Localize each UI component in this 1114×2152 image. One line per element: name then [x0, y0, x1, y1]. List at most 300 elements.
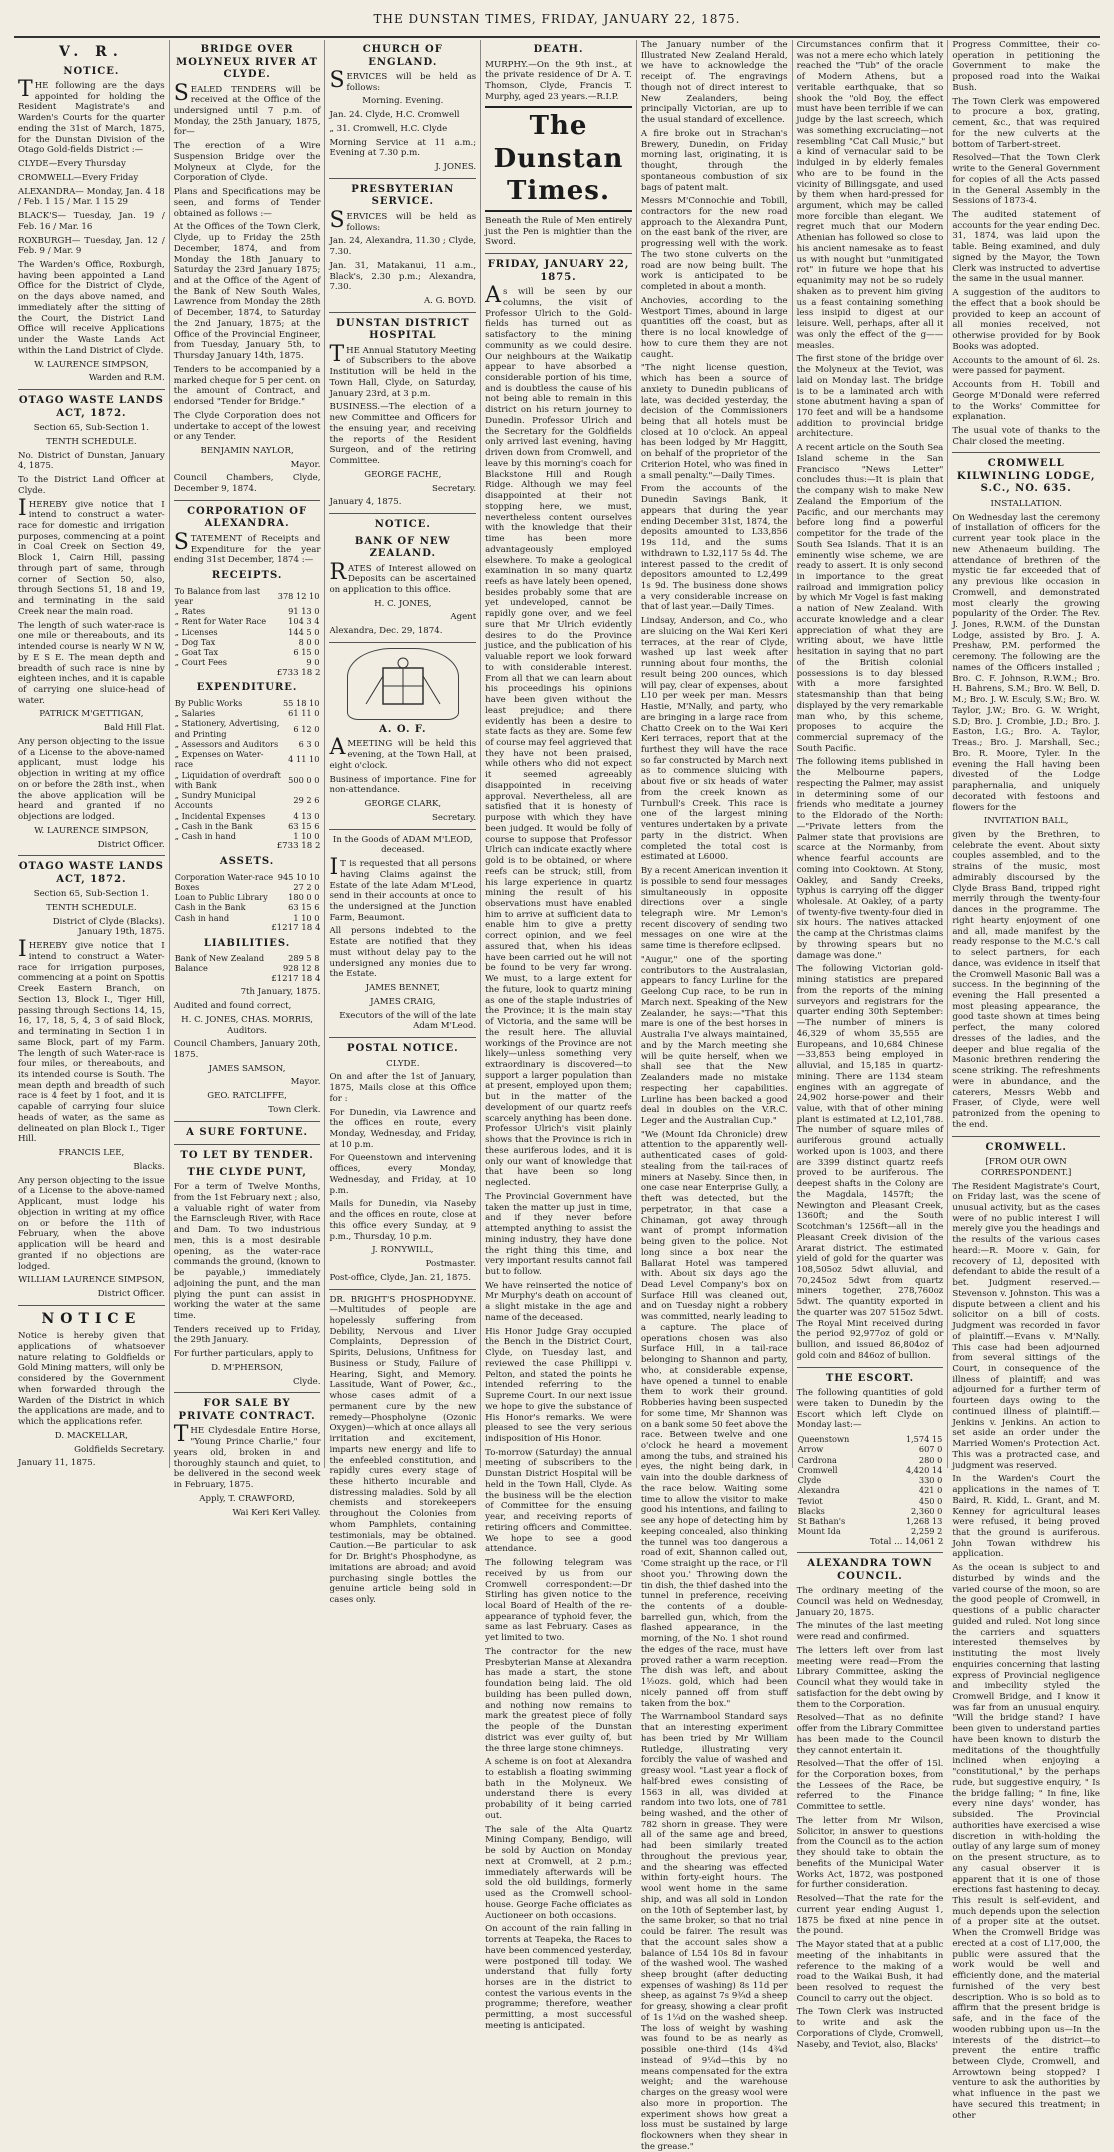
- receipt-row: [174, 647, 321, 657]
- divider: [174, 1121, 321, 1122]
- objection-text: Any person objecting to the issue of a License to the above-named applicant, must lodge his objection in writing at my office on or before the 28th inst., when the above application will be heard and granted if no objections are lodged.: [18, 736, 165, 823]
- columns: [14, 40, 1104, 2152]
- mcleod-text: IT is requested that all persons having Claims against the Estate of the late Adam M'Leod, send in their accounts at once to the undersigned at the Junction Farm, Beaumont.: [329, 855, 477, 923]
- council-text: The letters left over from last meeting were read—From the Library Committee, asking the Council what they would take in satisfaction for the debt owing by them to the Corporation.: [796, 1645, 944, 1710]
- divider: [174, 1144, 321, 1145]
- liability-row: [174, 953, 321, 963]
- table-cell-amount: 4,420 14: [905, 1464, 943, 1475]
- masthead: THE DUNSTAN TIMES, FRIDAY, JANUARY 22, 1875.: [373, 12, 741, 26]
- news-item: The usual vote of thanks to the Chair closed the meeting.: [952, 425, 1101, 447]
- signature-title: Warden and R.M.: [88, 373, 165, 384]
- signature: Apply, T. CRAWFORD,: [199, 1493, 295, 1504]
- table-cell-amount: 1,268 13: [905, 1516, 943, 1527]
- postal-text: Mails for Dunedin, via Naseby and the offices en route, close at this office every Sunday, at 9 p.m., Thursday, 10 p.m.: [329, 1199, 477, 1242]
- divider: [329, 513, 476, 514]
- postal-text: For Dunedin, via Lawrence and the offices en route, every Monday, Wednesday, and Friday, at 10 p.m.: [329, 1107, 477, 1150]
- expenditure-total: £733 18 2: [276, 841, 321, 852]
- assets-table: [174, 872, 321, 923]
- escort-row: [797, 1516, 944, 1526]
- table-cell-label: „ Salaries: [174, 708, 216, 719]
- pres-title: PRESBYTERIAN SERVICE.: [351, 183, 455, 208]
- table-cell-label: Clyde: [797, 1475, 822, 1486]
- bank-date: Alexandra, Dec. 29, 1874.: [329, 626, 443, 637]
- divider: [485, 253, 632, 254]
- news-item: A scheme is on foot at Alexandra to establish a floating swimming bath in the Molyneux. We understand there is every probability of it being carried out.: [485, 1757, 632, 1821]
- signature: JAMES BENNET,: [365, 983, 441, 994]
- council-title: ALEXANDRA TOWN COUNCIL.: [807, 1558, 933, 1582]
- column-1: [14, 40, 170, 1468]
- signature: W. LAURENCE SIMPSON,: [34, 359, 149, 370]
- notice-title: NOTICE.: [374, 519, 431, 531]
- signature: GEORGE FACHE,: [364, 469, 442, 480]
- cromwell-text: As the ocean is subject to and disturbed by winds and the varied course of the moon, so are the good people of Cromwell, in questions of a public character guided and ruled. Not long since the carriers and squatters interested themselves by instituting the most lively enquiries concerning that lasting express of Provincial negligence and imbecility styled the Cromwell Bridge, and I know it was far from an unusual enquiry. "Will the bridge stand? I have been given to understand parties have been known to disturb the meditations of the thoughtfully inclined when enjoying a "constitutional," by the perhaps rude, but suggestive enquiry, " Is the bridge falling; " In fine, like every nine days' wonder, has subsided. The Provincial authorities have exercised a wise discretion in with-holding the outlay of any large sum of money on the present structure, as to any casual observer it is apparent that it is one of those erections fast hastening to decay. This result is self-evident, and much depends upon the selection of a proper site at the outset. When the Cromwell Bridge was erected at a cost of L17,000, the public were assured that the work would be well and efficiently done, and the material furnished of the very best description. Who is so bold as to affirm that the present bridge is safe, and in the face of the wooden rubbing upon us—In the interests of the district—to prevent the entire traffic between Clyde, Cromwell, and Arrowtown being stopped? I venture to ask the authorities by what influence in the past we have secured this treatment; in other: [952, 1563, 1101, 2121]
- column-3: [325, 40, 481, 1606]
- table-cell-amount: 6 3 0: [298, 738, 320, 749]
- news-item: The audited statement of accounts for the year ending Dec. 31, 1874, was laid upon the table. Being examined, and duly signed by the Mayor, the Town Clerk was instructed to advertise the same in the usual manner.: [952, 210, 1101, 285]
- table-cell-amount: 1,574 15: [905, 1434, 943, 1445]
- expenditure-row: [174, 698, 321, 708]
- table-cell-label: Arrow: [797, 1444, 824, 1455]
- expenditure-title: EXPENDITURE.: [196, 682, 298, 694]
- aof-text: Business of importance. Fine for non-attendance.: [329, 774, 477, 796]
- council-text: The ordinary meeting of the Council was held on Wednesday, January 20, 1875.: [796, 1586, 944, 1618]
- objection-text-2: Any person objecting to the issue of a License to the above-named Applicant, must lodge his objection in writing at my office on or before the 11th of February, when the above application will be heard and granted if no objections are lodged.: [18, 1175, 165, 1272]
- signature-title: Mayor.: [290, 459, 321, 470]
- divider: [329, 642, 476, 643]
- table-cell-label: Boxes: [174, 881, 200, 892]
- table-cell-label: „ Liquidation of overdraft with Bank: [174, 769, 281, 790]
- escort-text: The following quantities of gold were taken to Dunedin by the Escort which left Clyde on Monday last:—: [796, 1388, 944, 1431]
- news-item: A recent article on the South Sea Island scheme in the San Francisco "News Letter" concludes thus:—It is plain that the company wish to make New Zealand the Emporium of the Pacific, and our merchants may before long find a powerful competitor for the trade of the South Sea Islands. That it is an eminently wise scheme, we are ready to assert. It is only second in importance to the great railroad and immigration policy by which Mr Vogel is fast making a nation of New Zealand. With accurate knowledge and a clear appreciation of what they are writing about, we have little hesitation in saying that no part of the British colonial possessions is to day blessed with a more farsighted statesmanship than that being displayed by the very remarkable man who, by this scheme, proposes to acquire the commercial supremacy of the South Pacific.: [796, 443, 944, 754]
- bridge-text: The Clyde Corporation does not undertake to accept of the lowest or any Tender.: [173, 410, 321, 443]
- news-item: The following Victorian gold-mining statistics are prepared from the reports of the mining surveyors and registrars for the quarter ending 30th September:—The number of miners is 46,329 of whom 35,555 are Europeans, and 10,684 Chinese—33,853 being employed in alluvial, and 15,185 in quartz-mining. There are 1134 steam engines with an aggregate of 24,902 horse-power and their value, with that of other mining plant is estimated at L2,101,788. The number of square miles of auriferous ground actually worked upon is 1003, and there are 3399 distinct quartz reefs proved to be auriferous. The deepest shafts in the Colony are the Magdala, 1457ft; the Newington and Pleasant Creek, 1360ft; and the South Scotchman's 1256ft—all in the Pleasant Creek division of the Ararat district. The estimated yield of gold for the quarter was 108,505oz 5dwt alluvial, and 70,245oz 5dwt from quartz miners together, 278,760oz 5dwt. The quantity exported in the quarter was 207 515oz 5dwt. The Royal Mint received during the period 92,977oz of gold or bullion, and issued 86,804oz of gold coin and 846oz of bullion.: [796, 964, 944, 1361]
- sale-title: FOR SALE BY PRIVATE CONTRACT.: [178, 1398, 316, 1422]
- table-cell-amount: 55 18 10: [282, 697, 320, 708]
- lodge-text: given by the Brethren, to celebrate the event. About sixty couples assembled, and to the strains of the music, most admirably discoursed by the Clyde Brass Band, tripped right merrily through the twenty-four dances in the programme. The right hearty enjoyment of one and all, made manifest by the ready response to the M.C.'s call to select partners, for each dance, was evidence in itself that the Cromwell Masonic Ball was a success. In the beginning of the evening the Hall presented a most pleasing appearance, the good taste shown at times being perfect, the many colored dresses of the ladies, and the deeper and blue regalia of the Masonic brethren rendering the scene striking. The refreshments were in abundance, and the caterers, Messrs Webb and Fraser, of Clyde, were well patronized from the opening to the end.: [952, 829, 1101, 1130]
- table-cell-amount: 27 2 0: [293, 881, 320, 892]
- pres-text: Jan. 31, Matakanui, 11 a.m., Black's, 2.30 p.m.; Alexandra, 7.30.: [329, 260, 477, 293]
- signature-place: Bald Hill Flat.: [103, 723, 165, 734]
- asset-row: [174, 902, 321, 912]
- table-cell-label: Corporation Water-race: [174, 871, 274, 882]
- escort-row: [797, 1455, 944, 1465]
- news-item: Accounts to the amount of 6l. 2s. were passed for payment.: [952, 355, 1101, 377]
- escort-row: [797, 1475, 944, 1485]
- council-text: The Mayor stated that at a public meeting of the inhabitants in reference to the making of a road to the Waikai Bush, it had been resolved to request the Council to carry out the object.: [796, 1940, 944, 2004]
- news-item: A suggestion of the auditors to the effect that a book should be provided to keep an account of all monies received, not otherwise provided for by Book Books was adopted.: [952, 288, 1101, 352]
- audited: Audited and found correct,: [173, 1001, 292, 1012]
- council-text: The Town Clerk was instructed to write and ask the Corporations of Clyde, Cromwell, Naseby, and Teviot, also, Blacks': [796, 2007, 944, 2050]
- signature-title: District Officer.: [97, 839, 165, 850]
- news-item: Progress Committee, their co-operation in petitioning the Government to make the proposed road into the Waikai Bush.: [952, 40, 1101, 93]
- signature-title: Mayor.: [290, 1077, 321, 1088]
- table-cell-amount: 289 5 8: [288, 953, 320, 964]
- table-cell-label: „ Rates: [174, 606, 206, 617]
- table-cell-label: „ Goat Tax: [174, 647, 219, 658]
- divider: [18, 1305, 165, 1306]
- table-cell-amount: 9 0: [306, 657, 320, 668]
- fortune-title: A SURE FORTUNE.: [186, 1126, 309, 1138]
- table-cell-amount: 6 15 0: [293, 647, 320, 658]
- asset-row: [174, 872, 321, 882]
- postal-sub: CLYDE.: [386, 1058, 420, 1069]
- chambers: Council Chambers, January 20th, 1875.: [173, 1039, 321, 1060]
- news-item: The first stone of the bridge over the Molyneux at the Teviot, was laid on Monday last. The bridge is to be a laminated arch with stone abutment having a span of 170 feet and will be a handsome addition to provincial bridge architecture.: [796, 354, 944, 440]
- signature: BENJAMIN NAYLOR,: [200, 446, 294, 456]
- escort-row: [797, 1444, 944, 1454]
- table-cell-amount: 1 10 0: [293, 912, 320, 923]
- church-text: Morning Service at 11 a.m.; Evening at 7.30 p.m.: [329, 137, 477, 159]
- assets-title: ASSETS.: [219, 856, 275, 868]
- divider: [18, 389, 165, 390]
- postal-text: For Queenstown and intervening offices, every Monday, Wednesday, and Friday, at 10 p.m.: [329, 1153, 477, 1196]
- expenditure-table: [174, 698, 321, 842]
- hosp-text: THE Annual Statutory Meeting of Subscribers to the above Institution will be held in the Town Hall, Clyde, on Saturday, January 23rd, at 3 p.m.: [329, 341, 477, 399]
- signature: JAMES CRAIG,: [370, 996, 436, 1007]
- table-cell-label: Blacks: [797, 1505, 825, 1516]
- table-cell-amount: 280 0: [918, 1454, 943, 1465]
- notice-text: THE following are the days appointed for holding the Resident Magistrate's and Warden's Courts for the quarter ending the 31st of March, 1875, for the Dunstan Division of the Otago Gold-fields District :—: [18, 77, 165, 156]
- cromwell-title: CROMWELL.: [985, 1141, 1067, 1153]
- signature: GEO. RATCLIFFE,: [207, 1091, 287, 1102]
- column-5: [637, 40, 793, 2152]
- schedule-2: TENTH SCHEDULE.: [46, 903, 137, 913]
- divider: [18, 855, 165, 856]
- table-cell-amount: 144 5 0: [288, 626, 320, 637]
- punt-text-2: Tenders received up to Friday, the 29th January.: [173, 1324, 321, 1346]
- news-item: To-morrow (Saturday) the annual meeting of subscribers to the Dunstan District Hospital will be held in the Town Hall, Clyde. As the business will be the election of Committee for the ensuing year, and receiving reports of retiring officers and Committee. We hope to see a good attendance.: [485, 1447, 632, 1555]
- church-title: CHURCH OF ENGLAND.: [362, 44, 443, 68]
- escort-row: [797, 1506, 944, 1516]
- table-cell-label: „ Cash in the Bank: [174, 820, 253, 831]
- table-cell-label: „ Court Fees: [174, 657, 227, 668]
- notice-body: IHEREBY give notice that I intend to construct a water-race for domestic and irrigation purposes, commencing at a point in Coal Creek on Section 49, Block 1, Cairn Hill, passing through part of same, through corner of Section 50, also, through Sections 51, 18 and 19, and terminating in the said Creek near the main road.: [18, 495, 165, 617]
- table-cell-label: To Balance from last year: [174, 585, 261, 606]
- table-cell-amount: 330 0: [918, 1475, 943, 1486]
- expenditure-row: [174, 790, 321, 811]
- signature: H. C. JONES,: [374, 598, 432, 609]
- expenditure-row: [174, 821, 321, 831]
- table-cell-amount: 378 12 10: [277, 590, 320, 601]
- table-cell-amount: 104 3 4: [288, 616, 320, 627]
- column-7: [948, 40, 1104, 2121]
- cromwell-sub: [FROM OUR OWN CORRESPONDENT.]: [981, 1157, 1072, 1178]
- church-text: Morning. Evening.: [362, 96, 444, 107]
- bank-title: BANK OF NEW ZEALAND.: [354, 535, 451, 560]
- divider: [952, 1136, 1100, 1137]
- signature: W. LAURENCE SIMPSON,: [34, 825, 149, 836]
- receipt-row: [174, 606, 321, 616]
- table-cell-label: Cromwell: [797, 1464, 838, 1475]
- news-item: The following items published in the Melbourne papers, respecting the Palmer, may assist in determining some of our friends who meditate a journey to the Eldorado of the North:—"Private letters from the Palmer state that provisions are scarce at the Normanby, from whence fearful accounts are coming into Cooktown. At Stony, Oakley, and Sandy Creeks, typhus is carrying off the digger wholesale. At Oakley, of a party of twenty-five twenty-four died in six hours. The natives attacked the camp at the Christmas claims by throwing spears but no damage was done.": [796, 757, 944, 961]
- hosp-title: DUNSTAN DISTRICT HOSPITAL: [336, 317, 470, 342]
- lodge-title: CROMWELL KILWINLING LODGE, S.C., NO. 635.: [956, 458, 1096, 495]
- escort-row: [797, 1496, 944, 1506]
- table-cell-label: „ Assessors and Auditors: [174, 738, 279, 749]
- signature: D. M'PHERSON,: [211, 1362, 284, 1373]
- notice-2-title: NOTICE: [41, 1310, 142, 1327]
- divider: [329, 312, 476, 313]
- bank-text: RATES of Interest allowed on Deposits can be ascertained on application to this office.: [329, 559, 477, 595]
- table-cell-amount: 63 15 6: [288, 902, 320, 913]
- bridge-text: The erection of a Wire Suspension Bridge over the Molyneux at Clyde, for the Corporation of Clyde.: [173, 141, 321, 184]
- notice-date: January 11, 1875.: [18, 1458, 96, 1469]
- signature-title: Goldfields Secretary.: [74, 1444, 165, 1455]
- table-cell-label: „ Sundry Municipal Accounts: [174, 790, 256, 811]
- aof-text: AMEETING will be held this evening, at the Town Hall, at eight o'clock.: [329, 735, 477, 771]
- death-title: DEATH.: [533, 44, 584, 55]
- table-cell-label: Cash in hand: [174, 912, 230, 923]
- pres-text: Jan. 24, Alexandra, 11.30 ; Clyde, 7.30.: [329, 236, 477, 258]
- clyde-day: CLYDE—Every Thursday: [18, 159, 126, 170]
- expenditure-row: [174, 749, 321, 770]
- news-item: "The night license question, which has been a source of anxiety to Dunedin publicans of late, was decided yesterday, the decision of the Commissioners being that all hotels must be closed at 10 o'clock. An appeal has been lodged by Mr Haggitt, on behalf of the proprietor of the Criterion Hotel, who was fined in a small penalty."—Daily Times.: [640, 363, 788, 481]
- escort-row: [797, 1434, 944, 1444]
- escort-row: [797, 1485, 944, 1495]
- blacks-days: BLACK'S— Tuesday, Jan. 19 / Feb. 16 / Mar. 16: [18, 211, 165, 232]
- signature: D. MACKELLAR,: [54, 1430, 128, 1441]
- signature: PATRICK M'GETTIGAN,: [39, 709, 144, 720]
- expenditure-row: [174, 831, 321, 841]
- column-4: [481, 40, 637, 2031]
- hosp-text: BUSINESS.—The election of a new Committee and Officers for the ensuing year, and receiving the reports of the Resident Surgeon, and of the retiring Committee.: [329, 402, 477, 467]
- act-title-2: OTAGO WASTE LANDS ACT, 1872.: [18, 861, 164, 885]
- assets-total: £1217 18 4: [271, 922, 321, 933]
- signature: GEORGE CLARK,: [364, 799, 442, 810]
- signature-place: Clyde.: [292, 1376, 321, 1387]
- church-text: SERVICES will be held as follows:: [329, 68, 477, 93]
- escort-row: [797, 1465, 944, 1475]
- notice-2-text: Notice is hereby given that applications of whatsoever nature relating to Goldfields or Gold Mining matters, will only be considered by the Government when forwarded through the Warden of the District in which the applications are made, and to which the applications refer.: [18, 1331, 165, 1428]
- divider: [174, 1392, 321, 1393]
- section: Section 65, Sub-Section 1.: [33, 423, 149, 434]
- lodge-text: On Wednesday last the ceremony of installation of officers for the current year took place in the new Athenaeum building. The attendance of brethren of the mystic tie far exceeded that of any previous like occasion in Cromwell, and demonstrated most clearly the growing popularity of the Order. The Rev. J. Jones, R.W.M. of the Dunstan Lodge, assisted by Bro. J. A. Preshaw, P.M. performed the ceremony. The following are the names of the Officers installed ; Bro. C. F. Johnson, R.W.M.; Bro. H. Bahrens, S.M.; Bro. W. Bell, D. M.; Bro. J. W. Esculy, S.W.; Bro. W. Taylor, J.W.; Bro. G. W. Wright, S.D; Bro. J. Crombie, J.D.; Bro. J. Easton, I.G.; Bro. A. Taylor, Treas.; Bro. J. Marshall, Sec.; Bro. R. Moore, Tyler. In the evening the Hall having been divested of the Lodge paraphernalia, and uniquely decorated with festoons and flowers for the: [952, 512, 1101, 813]
- signature: FRANCIS LEE,: [58, 1148, 125, 1159]
- signature-title: Agent: [450, 612, 477, 623]
- editorial-text: The Provincial Government have taken the matter up just in time, and if they never before attempted anything to assist the mining industry, they have done the right thing this time, and very important results cannot fail but to follow.: [485, 1191, 632, 1277]
- receipt-row: [174, 657, 321, 667]
- postal-text: On and after the 1st of January, 1875, Mails close at this Office for :: [329, 1072, 477, 1104]
- table-cell-label: „ Expenses on Water-race: [174, 749, 264, 770]
- table-cell-amount: 63 15 6: [288, 820, 320, 831]
- auditors: H. C. JONES, CHAS. MORRIS, Auditors.: [181, 1014, 313, 1036]
- news-item: His Honor Judge Gray occupied the Bench in the District Court, Clyde, on Tuesday last, and reviewed the case Phillippi v. Pelton, and stated the points he intended referring to the Supreme Court. In our next issue we hope to give the substance of His Honor's remarks. We were pleased to see the very serious indisposition of His Honor.: [485, 1326, 632, 1444]
- table-cell-label: „ Cash in hand: [174, 831, 236, 842]
- crest-icon: [358, 656, 448, 712]
- table-cell-label: „ Licenses: [174, 626, 218, 637]
- receipts-total: £733 18 2: [276, 667, 321, 678]
- table-cell-amount: 500 0 0: [288, 774, 320, 785]
- column-2: [170, 40, 326, 1518]
- invitation-ball: INVITATION BALL,: [983, 816, 1069, 827]
- phosphodyne-ad: DR. BRIGHT'S PHOSPHODYNE.—Multitudes of people are hopelessly suffering from Debility, Nervous and Liver Complaints, Depression of Spirits, Delusions, Unfitness for Business or Study, Failure of Hearing, Sight, and Memory. Lassitude, Want of Power, &c., whose cases admit of a permanent cure by the new remedy—Phospholyne (Ozonic Oxygen)—which at once allays all irritation and excitement, imparts new energy and life to the enfeebled constitution, and rapidly cures every stage of these hitherto incurable and distressing maladies. Sold by all chemists and storekeepers throughout the Colonies from whom Pamphlets, containing testimonials, may be obtained. Caution.—Be particular to ask for Dr. Bright's Phosphodyne, as imitations are abroad; and avoid purchasing single bottles the genuine article being sold in cases only.: [329, 1294, 477, 1606]
- liab-date: 7th January, 1875.: [240, 987, 321, 998]
- postal-title: POSTAL NOTICE.: [346, 1043, 459, 1055]
- cromwell-day: CROMWELL—Every Friday: [18, 172, 139, 183]
- council-text: Resolved—That the rate for the current year ending August 1, 1875 be fixed at nine pence in the pound.: [796, 1894, 944, 1937]
- table-cell-amount: 450 0: [918, 1495, 943, 1506]
- news-item: "We (Mount Ida Chronicle) drew attention to the apparently well-authenticated cases of gold-stealing from the tail-races of miners at Naseby. Since then, in one case near Enterprise Gully, a theft was detected, but the perpetrator, in that case a Chinaman, got away through want of prompt information being given to the police. Not long since a box near the Ballarat Hotel was tampered with. About six days ago the Dead Level Company's box on Surface Hill was cleaned out, and on Tuesday night a robbery was committed, nearly leading to a capture. The place of operations chosen was also Surface Hill, in a tail-race belonging to Shannon and party, who, at considerable expense, have opened a tunnel to enable them to work their ground. Robberies having been suspected for some time, Mr Shannon was on a bank some 50 feet above the race. Between twelve and one o'clock he heard a movement among the tubs, and strained his eyes, the night being dark, in vain into the double darkness of the race below. Waiting some time to allow the visitor to make good his intentions, and failing to see any hope of detecting him by keeping concealed, also thinking the tunnel was too dangerous a road of exit, Shannon called out, 'Come straight up the race, or I'll shoot you.' Throwing down the tin dish, the thief dashed into the tunnel in preference, receiving the contents of a double-barrelled gun, which, from the flashed appearance, in the morning, of the No. 1 shot round the edges of the race, must have proved rather a warm reception. The dish was left, and about 1½ozs. gold, which had been nicely panned off from stuff taken from the box.": [640, 1129, 788, 1709]
- expenditure-row: [174, 708, 321, 718]
- divider: [329, 829, 476, 830]
- notice-body-3: IHEREBY give notice that I intend to construct a Water-race for irrigation purposes, commencing at a point on Spottis Creek Eastern Branch, on Section 13, Block I., Tiger Hill, passing through Sections 14, 15, 16, 17, 18, 5, 4, 3 of said Block, and terminating in Section 1 in same Block, part of my Farm. The length of such Water-race is four miles, or thereabouts, and its intended course is South. The mean depth and breadth of such race is 4 feet by 1 foot, and it is capable of carrying four sluice heads of water, as the same as delineated on plan Block I., Tiger Hill.: [18, 937, 165, 1145]
- corp-title: CORPORATION OF ALEXANDRA.: [187, 505, 308, 530]
- news-item: The sale of the Alta Quartz Mining Company, Bendigo, will be sold by Auction on Monday next at Cromwell, at 2 p.m.; immediately afterwards will be sold the old buildings, formerly used as the Cromwell school-house. George Fache officiates as Auctioneer on both occasions.: [485, 1824, 632, 1921]
- table-cell-label: Cash in the Bank: [174, 902, 246, 913]
- receipt-row: [174, 627, 321, 637]
- expenditure-row: [174, 718, 321, 739]
- act-title: OTAGO WASTE LANDS ACT, 1872.: [18, 395, 164, 419]
- table-cell-amount: 61 11 0: [288, 708, 320, 719]
- aof-label: A. O. F.: [379, 723, 427, 735]
- table-cell-amount: 180 0 0: [288, 892, 320, 903]
- table-cell-label: St Bathan's: [797, 1516, 846, 1527]
- news-item: Messrs M'Connochie and Tobill, contractors for the new road approach to the Alexandra Punt, on the east bank of the river, are progressing well with the work. The two stone culverts on the road are now being built. The work is anticipated to be completed in about a month.: [640, 196, 788, 293]
- table-cell-amount: 928 12 8: [282, 963, 320, 974]
- news-item: Accounts from H. Tobill and George M'Donald were referred to the Works' Committee for explanation.: [952, 380, 1101, 423]
- news-item: By a recent American invention it is possible to send four messages simultaneously in opposite directions over a single telegraph wire. Mr Lemon's recent discovery of sending two messages on one wire at the same time is therefore eclipsed.: [640, 866, 788, 952]
- alexandra-days: ALEXANDRA— Monday, Jan. 4 18 / Feb. 1 15 / Mar. 1 15 29: [18, 186, 165, 208]
- mcleod-text: All persons indebted to the Estate are notified that they must without delay pay to the undersigned any monies due to the Estate.: [329, 926, 477, 980]
- notice-body-2: The length of such water-race is one mile or thereabouts, and its intended course is nearly W N W, by E S E. The mean depth and breadth of such race is nine by eighteen inches, and it is capable of carrying one sluice-head of water.: [18, 620, 165, 706]
- table-cell-label: Alexandra: [797, 1485, 840, 1496]
- divider: [329, 178, 476, 179]
- table-cell-label: Balance: [174, 963, 208, 974]
- table-cell-label: Mount Ida: [797, 1526, 841, 1537]
- divider: [329, 1289, 476, 1290]
- mcleod-title: In the Goods of ADAM M'LEOD, deceased.: [332, 834, 473, 856]
- liabilities-total: £1217 18 4: [271, 973, 321, 984]
- news-item: Resolved—That the Town Clerk write to the General Government for copies of all the Acts passed in the General Assembly in the Sessions of 1873-4.: [952, 153, 1101, 207]
- news-item: A fire broke out in Strachan's Brewery, Dunedin, on Friday morning last, originating, it is thought, through the spontaneous combustion of six bags of patent malt.: [640, 128, 788, 193]
- news-item: The Warrnambool Standard says that an interesting experiment has been tried by Mr William Rutledge, illustrating very forcibly the value of washed and greasy wool. "Last year a flock of half-bred ewes consisting of 1563 in all, was divided at random into two lots, one of 781 being washed, and the other of 782 shorn in grease. They were all of the same age and breed, had been similarly treated throughout the previous year, and the shearing was effected within forty-eight hours. The wool went home in the same ship, and was all sold in London on the 10th of September last, by the same broker, so that no trial could be fairer. The result was that the account sales show a balance of L54 10s 8d in favour of the washed wool. The washed sheep brought (after deducting expenses of washing) 8s 11d per sheep, as against 7s 9¾d a sheep for greasy, showing a clear profit of 1s 1¼d on the washed sheep. The loss of weight by washing was found to be as nearly as possible one-third (14s 4¾d instead of 9¼d—this by no means compensated for the extra weight; and the warehouse charges on the greasy wool were also more in proportion. The experiment shows how great a loss must be sustained by large flockowners when they shear in the grease.": [640, 1712, 788, 2152]
- editorial-text: As will be seen by our columns, the visit of Professor Ulrich to the Gold-fields has turned out as satisfactory to the mining community as we could desire. Our neighbours at the Waikatip appear to have absorbed a considerable portion of his time, and is doubtless the cause of his not being able to remain in this district on his return journey to Dunedin. Professor Ulrich and the Secretary for the Goldfields only arrived last evening, having driven down from Cromwell, and leave by this morning's coach for Blackstone Hill and Rough Ridge. Although we may feel disappointed at their not stopping here, we must, nevertheless content ourselves with the knowledge that their time has been more advantageously employed elsewhere. To make a geological examination in so many quartz reefs as have lately been opened, besides probably some that are yet undeveloped, cannot be rapidly gone over, and we feel sure that Mr Ulrich evidently desires to do the Province justice, and the publication of his valuable report we look forward to with considerable interest. From all that we can learn about his proceedings his opinions have been given without the least prejudice; and there evidently has been a desire to state facts as they are. Some few of course may feel aggrieved that they have not been praised, while others who did not expect it seemed agreeably disappointed in receiving approval. Nevertheless, all are satisfied that it is honesty of purpose with which they have been judged. It would be folly of course to suppose that Professor Ulrich can indicate exactly where gold is to be obtained, or where reefs can be struck; still, from his large experience in quartz mining the result of his observations must have enabled him to arrive at sufficient data to enable him to give a pretty correct opinion, and we feel assured that, when his ideas have been carried out he will not be found to be very far wrong. We must, to a large extent for the future, look to quartz mining as one of the staple industries of the Province; it is the main stay of Victoria, and the same will be the result here. The alluvial workings of the Province are not likely—unless something very extraordinary is discovered—to support a larger population than at present, employed upon them; but in the matter of the development of our quartz reefs scarcely anything has been done. Professor Ulrich's visit plainly shows that the Province is rich in these auriferous lodes, and it is only our want of knowledge that that have been so long neglected.: [485, 283, 632, 1189]
- table-cell-label: „ Incidental Expenses: [174, 810, 266, 821]
- table-cell-label: Bank of New Zealand: [174, 953, 265, 964]
- punt-text-3: For further particulars, apply to: [173, 1349, 314, 1360]
- table-cell-amount: 607 0: [918, 1444, 943, 1455]
- motto: Beneath the Rule of Men entirely just the Pen is mightier than the Sword.: [485, 215, 632, 248]
- warden-text: The Warden's Office, Roxburgh, having been appointed a Land Office for the District of Clyde, on the days above named, and immediately after the sitting of the Court, the District Land Office will receive Applications under the Waste Lands Act within the Land District of Clyde.: [18, 260, 165, 356]
- corp-text: STATEMENT of Receipts and Expenditure for the year ending 31st December, 1874 :—: [173, 529, 321, 566]
- bridge-text: SEALED TENDERS will be received at the Office of the undersigned until 7 p.m. of Monday, the 25th January, 1875, for—: [173, 80, 321, 138]
- receipts-title: RECEIPTS.: [211, 570, 283, 582]
- receipts-table: [174, 586, 321, 668]
- divider: [952, 452, 1100, 453]
- news-item: From the accounts of the Dunedin Savings Bank, it appears that during the year ending December 31st, 1874, the deposits amounted to L33,856 19s 11d, and the sums withdrawn to L32,117 5s 4d. The interest passed to the credit of depositors amounted to L2,499 1s 9d. The business done shows a very considerable increase on that of last year.—Daily Times.: [640, 484, 788, 613]
- signature-place: Blacks.: [133, 1161, 165, 1172]
- addressee: To the District Land Officer at Clyde.: [18, 475, 165, 496]
- bridge-text: Plans and Specifications may be seen, and forms of Tender obtained as follows :—: [173, 187, 321, 219]
- receipt-row: [174, 637, 321, 647]
- section-2: Section 65, Sub-Section 1.: [33, 889, 149, 900]
- receipt-row: [174, 586, 321, 607]
- punt-title: THE CLYDE PUNT,: [187, 1166, 307, 1178]
- signature: WILLIAM LAURENCE SIMPSON,: [18, 1275, 165, 1286]
- table-cell-amount: 2,259 2: [911, 1526, 943, 1537]
- signature-title: Town Clerk.: [268, 1104, 321, 1115]
- council-text: The letter from Mr Wilson, Solicitor, in answer to questions from the Council as to the action they should take to obtain the benefits of the Municipal Water Works Act, 1872, was postponed for further consideration.: [796, 1815, 944, 1891]
- receipt-row: [174, 616, 321, 626]
- district-line-2: District of Clyde (Blacks). January 19th, 1875.: [52, 916, 165, 938]
- news-item: "Augur," one of the sporting contributors to the Australasian, appears to fancy Lurline for the Geelong Cup race, to be run in March next. Speaking of the New Zealander, he says:—"That this mare is one of the best horses in Australia I've always maintained, and by the March meeting she will be quite herself, when we shall see that the New Zealanders made no mistake respecting her capabilities. Lurline has been backed a good deal in doubles on the V.R.C. Leger and the Australian Cup.": [640, 954, 788, 1126]
- signature-title: Executors of the will of the late Adam M'Leod.: [339, 1010, 477, 1032]
- table-cell-amount: 4 13 0: [293, 810, 320, 821]
- table-cell-amount: 6 12 0: [293, 723, 320, 734]
- liabilities-table: [174, 953, 321, 974]
- notice-title: NOTICE.: [63, 65, 120, 77]
- escort-row: [797, 1526, 944, 1536]
- bridge-text: Tenders to be accompanied by a marked cheque for 5 per cent. on the amount of Contract, and endorsed "Tender for Bridge.": [173, 364, 321, 408]
- table-cell-amount: 421 0: [918, 1485, 943, 1496]
- signature: J. JONES.: [435, 162, 477, 173]
- aof-crest-emblem: [347, 648, 459, 720]
- signature: JAMES SAMSON,: [208, 1063, 286, 1074]
- divider: [797, 1552, 944, 1553]
- bridge-text: At the Offices of the Town Clerk, Clyde, up to Friday the 25th December, 1874, and from Monday the 18th January to Saturday the 23rd January 1875; and at the Office of the Agent of the Bank of New South Wales, Lawrence from Monday the 28th of December, 1874, to Saturday the 2nd January, 1875; at the Office of the Provincial Engineer, from Tuesday, January 5th, to Thursday January 14th, 1875.: [173, 222, 321, 362]
- news-item: We have reinserted the notice of Mr Murphy's death on account of a slight mistake in the age and name of the deceased.: [485, 1280, 632, 1323]
- vr-header: V. R.: [59, 44, 124, 60]
- divider: [174, 500, 321, 501]
- table-cell-amount: 945 10 10: [277, 871, 320, 882]
- signature: A. G. BOYD.: [423, 296, 477, 307]
- signature-title: Postmaster.: [425, 1259, 477, 1270]
- news-item: The following telegram was received by us from our Cromwell correspondent:—Dr Stirling has given notice to the local Board of Health of the re-appearance of typhoid fever, the same as last February. Cases as yet limited to two.: [485, 1558, 632, 1644]
- sale-text: THE Clydesdale Entire Horse, "Young Prince Charlie," four years old, broken in and thoroughly staunch and quiet, to be delivered in the second week in February, 1875.: [173, 1422, 321, 1491]
- masthead-rule: [14, 36, 1100, 38]
- liabilities-title: LIABILITIES.: [203, 937, 291, 949]
- hosp-date: January 4, 1875.: [329, 497, 402, 508]
- column-6: [793, 40, 949, 2050]
- table-cell-label: By Public Works: [174, 697, 243, 708]
- table-cell-label: Loan to Public Library: [174, 892, 268, 903]
- table-cell-label: „ Dog Tax: [174, 636, 216, 647]
- divider: [797, 1367, 944, 1368]
- escort-total: Total ... 14,061 2: [869, 1536, 944, 1547]
- church-text: Jan. 24. Clyde, H.C. Cromwell: [329, 110, 460, 121]
- table-cell-amount: 91 13 0: [288, 606, 320, 617]
- table-cell-label: Teviot: [797, 1495, 823, 1506]
- cromwell-text: In the Warden's Court the applications in the names of T. Baird, R. Kidd, L. Grant, and M. Kenney for agricultural leases were refused, it being proved that the ground is auriferous. John Towan withdrew his application.: [952, 1474, 1101, 1560]
- news-item: On account of the rain falling in torrents at Teapeka, the Races to have been commenced yesterday, were postponed till today. We understand that fully forty horses are in the district to contest the various events in the programme; therefore, weather permitting, a most successful meeting is anticipated.: [485, 1924, 632, 2031]
- escort-title: THE ESCORT.: [825, 1372, 915, 1384]
- table-cell-label: „ Stationery, Advertising, and Printing: [174, 718, 280, 739]
- news-item: The January number of the Illustrated New Zealand Herald, we have to acknowledge the receipt of. The engravings though not of direct interest to New Zealanders, being principally Victorian, are up to the usual standard of excellence.: [640, 40, 788, 126]
- news-item: Lindsay, Anderson, and Co., who are sluicing on the Wai Keri Keri terraces, at the rear of Clyde, washed up last week after running about four months, the result being 200 ounces, which will pay, clear of expenses, about L10 per week per man. Messrs Hastie, M'Nally, and party, who are bringing in a large race from Chatto Creek on to the Wai Keri Keri terraces, report that at the furthest they will have the race so far constructed by March next as to commence sluicing with about five or six heads of water from the creek known as Turnbull's Creek. This race is one of the largest mining ventures undertaken by a private party in the district. When completed the total cost is estimated at L6000.: [640, 616, 788, 863]
- asset-row: [174, 913, 321, 923]
- cromwell-text: The Resident Magistrate's Court, on Friday last, was the scene of unusual activity, but as the cases were of no public interest I will merely give you the headings and the results of the various cases heard:—R. Moore v. Gain, for recovery of Ll, deposited with defendant to abide the result of a bet. Judgment reserved.—Stevenson v. Johnston. This was a dispute between a client and his solicitor on a bill of costs. Judgment was recorded in favor of plaintiff.—Evans v. M'Nally. This case had been adjourned from several sittings of the Court, in consequence of the illness of plaintiff; and was adjourned for a further term of fourteen days owing to the continued illness of plaintiff.—Jenkins v. Jenkins. An action to set aside an order under the Married Women's Protection Act. This was a protracted case, and judgment was reserved.: [952, 1181, 1101, 1471]
- table-cell-label: Cardrona: [797, 1454, 837, 1465]
- signature-title: District Officer.: [97, 1288, 165, 1299]
- table-cell-amount: 2,360 0: [911, 1505, 943, 1516]
- let-title: TO LET BY TENDER.: [180, 1150, 314, 1162]
- punt-text: For a term of Twelve Months, from the 1st February next ; also, a valuable right of water from the Earnscleugh River, with Race and Dam. To two industrious men, this is a most desirable opening, as the water-race commands the ground, (known to be payable,) immediately adjoining the punt, and the man plying the punt can assist in working the water at the same time.: [173, 1182, 321, 1321]
- table-cell-amount: 29 2 6: [293, 795, 320, 806]
- council-text: Resolved—That the offer of 15l. for the Corporation boxes, from the Lessees of the Race, be referred to the Finance Committee to settle.: [796, 1759, 944, 1813]
- expenditure-row: [174, 770, 321, 791]
- expenditure-row: [174, 739, 321, 749]
- lodge-sub: INSTALLATION.: [990, 498, 1062, 509]
- church-text: „ 31. Cromwell, H.C. Clyde: [329, 123, 448, 134]
- bridge-date: Council Chambers, Clyde, December 9, 1874.: [173, 473, 321, 495]
- council-text: The minutes of the last meeting were read and confirmed.: [796, 1621, 944, 1643]
- signature-place: Wai Keri Keri Valley.: [232, 1507, 321, 1518]
- table-cell-amount: 4 11 10: [288, 754, 320, 765]
- paper-title: The Dunstan Times.: [485, 106, 632, 212]
- asset-row: [174, 882, 321, 892]
- table-cell-label: „ Rent for Water Race: [174, 616, 267, 627]
- pres-text: SERVICES will be held as follows:: [329, 207, 477, 233]
